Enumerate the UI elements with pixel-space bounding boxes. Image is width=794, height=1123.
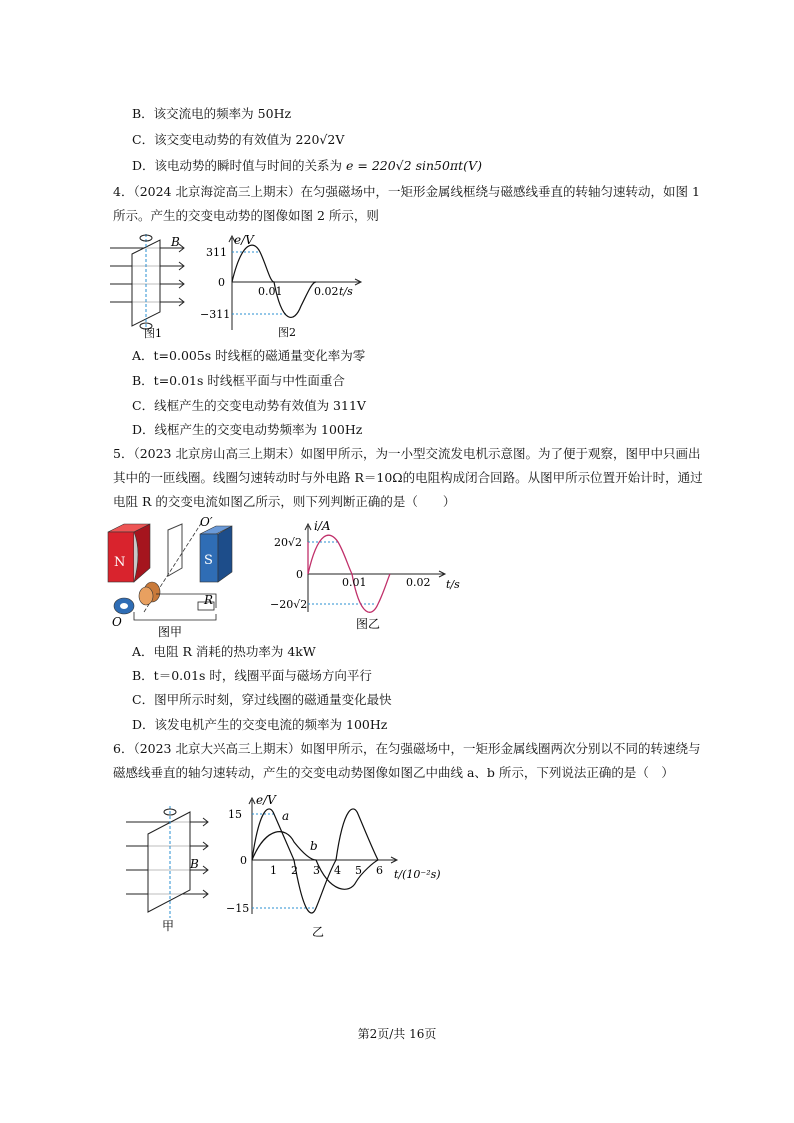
- q5-stem-line1: 5．（2023 北京房山高三上期末）如图甲所示，为一小型交流发电机示意图。为了便于观察，图甲中只画出: [113, 446, 701, 461]
- q5-fig-b-y-label: i/A: [314, 519, 331, 533]
- q6-tick-3: 3: [313, 864, 320, 877]
- q5-fig-b-x1: 0.01: [342, 576, 367, 589]
- q5-fig-b-x-label: t/s: [446, 578, 460, 591]
- q4-fig2-x1: 0.01: [258, 285, 283, 298]
- q5-fig-b-caption: 图乙: [356, 617, 381, 631]
- q6-tick-6: 6: [376, 864, 383, 877]
- q5-fig-b-y-min: −20√2: [270, 598, 308, 611]
- q6-fig-b-caption: 乙: [312, 925, 325, 939]
- q5-fig-b-y-max: 20√2: [274, 536, 303, 549]
- q3-option-c-math: 220√2V: [295, 132, 345, 147]
- q5-label-r: R: [204, 593, 214, 607]
- q5-fig-b-x2: 0.02: [406, 576, 431, 589]
- q6-figure-a: [124, 804, 216, 934]
- q4-fig2-y-max: 311: [206, 246, 227, 259]
- q3-option-c-text: C．该交变电动势的有效值为: [132, 132, 296, 147]
- q6-fig-a-b-label: B: [190, 857, 199, 871]
- q4-option-c: C．线框产生的交变电动势有效值为 311V: [132, 398, 366, 413]
- q3-option-b: B．该交流电的频率为 50Hz: [132, 106, 292, 121]
- q5-stem-line2: 其中的一匝线圈。线圈匀速转动时与外电路 R＝10Ω的电阻构成闭合回路。从图甲所示位置开始计时，通过: [113, 470, 703, 485]
- q5-label-o-bot: O: [112, 615, 122, 629]
- q6-fig-b-y-min: −15: [226, 902, 250, 915]
- q5-figure-b: [268, 516, 468, 636]
- q6-fig-b-x-label: t/(10⁻²s): [394, 868, 441, 881]
- q6-curve-a-label: a: [282, 809, 290, 823]
- q4-option-a: A．t=0.005s 时线框的磁通量变化率为零: [132, 348, 366, 363]
- q4-fig2-y-min: −311: [200, 308, 231, 321]
- q4-fig2-zero: 0: [218, 276, 225, 289]
- q4-option-b: B．t=0.01s 时线框平面与中性面重合: [132, 373, 345, 388]
- q6-stem-line2: 磁感线垂直的轴匀速转动，产生的交变电动势图像如图乙中曲线 a、b 所示，下列说法正确的是（ ）: [113, 765, 674, 780]
- q3-option-c: [132, 132, 344, 148]
- q6-tick-1: 1: [270, 864, 277, 877]
- q6-fig-a-caption: 甲: [162, 919, 175, 933]
- q6-tick-4: 4: [334, 864, 341, 877]
- q3-option-d-math: e = 220√2 sin50πt(V): [346, 158, 482, 173]
- q5-option-c: C．图甲所示时刻，穿过线圈的磁通量变化最快: [132, 692, 392, 707]
- q5-label-n: N: [114, 555, 126, 570]
- q6-curve-b-label: b: [310, 839, 318, 853]
- q3-option-d-text: D．该电动势的瞬时值与时间的关系为: [132, 158, 346, 173]
- q4-fig1-b-label: B: [171, 235, 180, 249]
- q5-label-s: S: [204, 553, 213, 568]
- q4-fig2-y-label: e/V: [234, 233, 254, 247]
- q6-tick-2: 2: [291, 864, 298, 877]
- q4-figure-2: [198, 232, 368, 340]
- q6-fig-b-zero: 0: [240, 854, 247, 867]
- q5-fig-b-zero: 0: [296, 568, 303, 581]
- q4-figure-1: [108, 232, 192, 340]
- q4-fig2-caption: 图2: [278, 326, 296, 339]
- q4-fig1-caption: 图1: [144, 327, 162, 340]
- page-footer: 第2页/共 16页: [357, 1027, 437, 1041]
- q6-tick-5: 5: [355, 864, 362, 877]
- q6-figure-b: [226, 790, 450, 940]
- q5-option-d: D．该发电机产生的交变电流的频率为 100Hz: [132, 717, 388, 732]
- q6-fig-b-y-max: 15: [228, 808, 242, 821]
- q3-option-d: [132, 158, 482, 174]
- q5-option-a: A．电阻 R 消耗的热功率为 4kW: [132, 644, 316, 659]
- q4-stem-line1: 4．（2024 北京海淀高三上期末）在匀强磁场中，一矩形金属线框绕与磁感线垂直的转轴匀速转动，如图 1: [113, 184, 700, 199]
- q4-option-d: D．线框产生的交变电动势频率为 100Hz: [132, 422, 363, 437]
- q6-fig-b-y-label: e/V: [256, 793, 276, 807]
- q5-option-b: B．t＝0.01s 时，线圈平面与磁场方向平行: [132, 668, 372, 683]
- q5-label-o-top: O′: [200, 516, 213, 529]
- q5-stem-line3: 电阻 R 的交变电流如图乙所示，则下列判断正确的是（ ）: [113, 494, 456, 509]
- q6-stem-line1: 6．（2023 北京大兴高三上期末）如图甲所示，在匀强磁场中，一矩形金属线圈两次分别以不同的转速绕与: [113, 741, 701, 756]
- q4-stem-line2: 所示。产生的交变电动势的图像如图 2 所示，则: [113, 208, 379, 223]
- q4-fig2-x-label: t/s: [339, 285, 353, 298]
- q4-fig2-x2: 0.02: [314, 285, 339, 298]
- q5-fig-a-caption: 图甲: [158, 625, 183, 639]
- q5-figure-a: [104, 516, 234, 640]
